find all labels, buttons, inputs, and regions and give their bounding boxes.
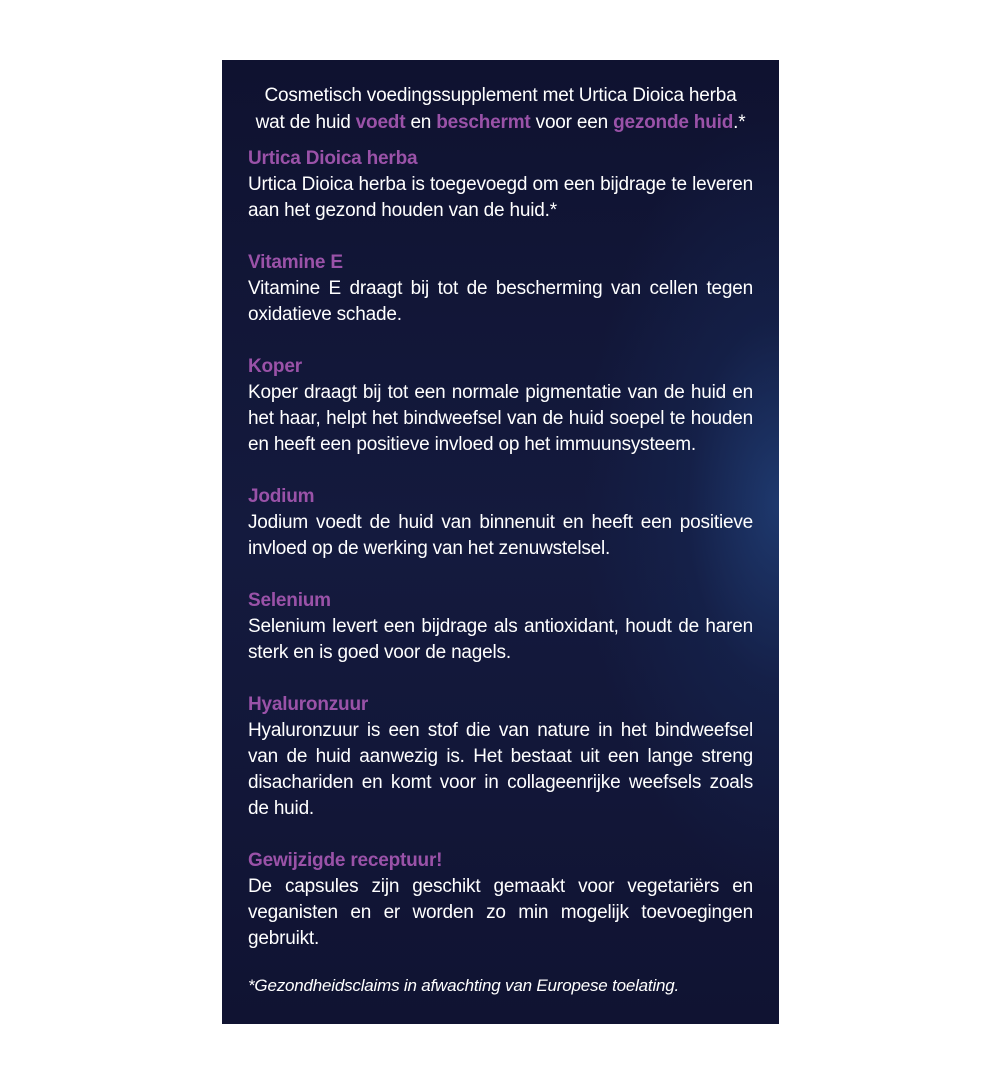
section-title: Hyaluronzuur	[248, 694, 369, 715]
intro-text	[248, 82, 753, 136]
section-title: Gewijzigde receptuur!	[248, 850, 443, 871]
intro-line-2-part-b: en	[405, 112, 437, 133]
section-urtica-dioica	[248, 146, 753, 224]
section-koper	[248, 354, 753, 458]
section-body: Koper draagt bij tot een normale pigmentatie van de huid en het haar, helpt het bindweefsel van de huid soepel te houden en heeft een positieve invloed op het immuunsysteem.	[248, 382, 753, 455]
intro-line-1: Cosmetisch voedingssupplement met Urtica Dioica herba	[264, 85, 737, 106]
section-title: Jodium	[248, 486, 315, 507]
section-vitamine-e	[248, 250, 753, 328]
intro-line-2-part-d: .*	[733, 112, 746, 133]
section-title: Urtica Dioica herba	[248, 148, 418, 169]
section-body: Vitamine E draagt bij tot de bescherming van cellen tegen oxidatieve schade.	[248, 278, 753, 325]
section-body: Urtica Dioica herba is toegevoegd om een bijdrage te leveren aan het gezond houden van de huid.*	[248, 174, 753, 221]
section-body: De capsules zijn geschikt gemaakt voor vegetariërs en veganisten en er worden zo min mogelijk toevoegingen gebruikt.	[248, 876, 753, 949]
intro-line-2-part-a: wat de huid	[255, 112, 356, 133]
intro-highlight-beschermt: beschermt	[436, 112, 531, 133]
section-title: Selenium	[248, 590, 331, 611]
section-gewijzigde-receptuur	[248, 848, 753, 952]
product-info-panel	[222, 60, 779, 1024]
footnote: *Gezondheidsclaims in afwachting van Europese toelating.	[248, 976, 680, 995]
section-hyaluronzuur	[248, 692, 753, 822]
section-title: Vitamine E	[248, 252, 343, 273]
intro-line-2-part-c: voor een	[530, 112, 614, 133]
section-title: Koper	[248, 356, 302, 377]
intro-highlight-gezonde-huid: gezonde huid	[613, 112, 734, 133]
section-body: Selenium levert een bijdrage als antioxidant, houdt de haren sterk en is goed voor de nagels.	[248, 616, 753, 663]
section-selenium	[248, 588, 753, 666]
section-body: Jodium voedt de huid van binnenuit en heeft een positieve invloed op de werking van het zenuwstelsel.	[248, 512, 753, 559]
section-body: Hyaluronzuur is een stof die van nature in het bindweefsel van de huid aanwezig is. Het bestaat uit een lange streng disachariden en komt voor in collageenrijke weefsels zoals de huid.	[248, 720, 753, 819]
section-jodium	[248, 484, 753, 562]
intro-highlight-voedt: voedt	[355, 112, 406, 133]
